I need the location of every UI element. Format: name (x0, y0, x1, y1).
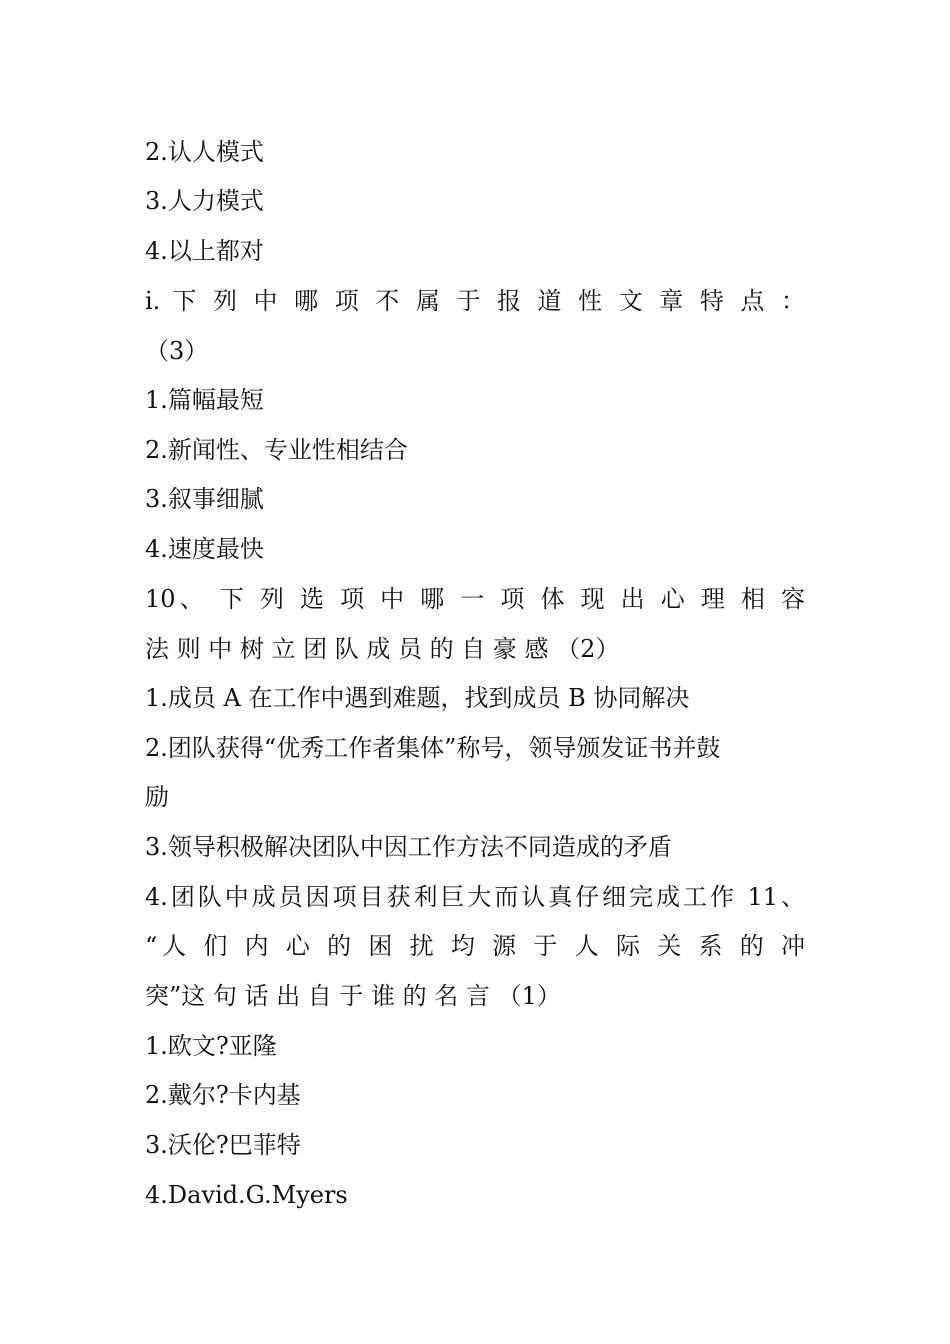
question-line: 突”这 句 话 出 自 于 谁 的 名 言 （1） (145, 982, 561, 1010)
option-line: 3.领导积极解决团队中因工作方法不同造成的矛盾 (145, 833, 672, 861)
question-line: “人 们 内 心 的 困 扰 均 源 于 人 际 关 系 的 冲 (145, 932, 805, 960)
option-line: 1.成员 A 在工作中遇到难题，找到成员 B 协同解决 (145, 684, 690, 712)
option-line: 4.David.G.Myers (145, 1181, 348, 1209)
option-line: 3.沃伦?巴菲特 (145, 1131, 301, 1159)
option-line: 2.新闻性、专业性相结合 (145, 436, 408, 464)
option-line: 1.篇幅最短 (145, 386, 264, 414)
option-line: 4.团队中成员因项目获利巨大而认真仔细完成工作 11、 (145, 883, 805, 911)
option-line-continued: 励 (145, 783, 169, 811)
option-line: 4.以上都对 (145, 237, 264, 265)
question-line: 法 则 中 树 立 团 队 成 员 的 自 豪 感 （2） (145, 635, 620, 663)
answer-key: （3） (145, 337, 209, 365)
option-line: 3.人力模式 (145, 187, 264, 215)
question-line: i. 下 列 中 哪 项 不 属 于 报 道 性 文 章 特 点 ： (145, 287, 805, 315)
question-line: 10、 下 列 选 项 中 哪 一 项 体 现 出 心 理 相 容 (145, 585, 805, 613)
option-line: 4.速度最快 (145, 535, 264, 563)
option-line: 3.叙事细腻 (145, 485, 264, 513)
option-line: 2.戴尔?卡内基 (145, 1081, 301, 1109)
option-line: 1.欧文?亚隆 (145, 1032, 277, 1060)
option-line: 2.认人模式 (145, 138, 264, 166)
option-line: 2.团队获得“优秀工作者集体”称号，领导颁发证书并鼓 (145, 734, 721, 762)
